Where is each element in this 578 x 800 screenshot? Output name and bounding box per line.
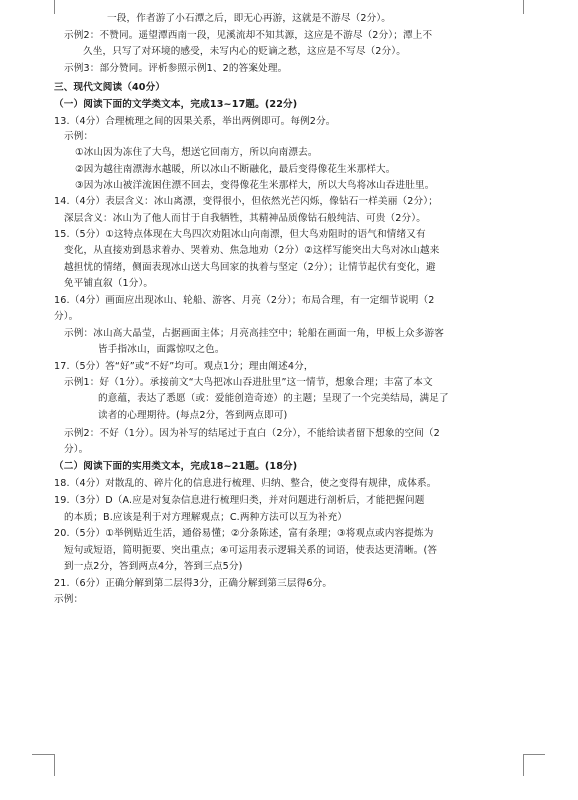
section-heading: 三、现代文阅读（40分） bbox=[54, 82, 166, 93]
text-line: 分）。 bbox=[54, 311, 79, 322]
text-line: 读者的心理期待。(每点2分，答到两点即可) bbox=[98, 410, 288, 421]
text-line: 21.（6分）正确分解到第二层得3分，正确分解到第三层得6分。 bbox=[54, 578, 333, 589]
text-line: 14.（4分）表层含义：冰山离漂，变得很小，但依然光芒闪烁，像钻石一样美丽（2分）； bbox=[54, 196, 438, 207]
text-line: ①冰山因为冻住了大鸟，想送它回南方，所以向南漂去。 bbox=[75, 147, 318, 158]
text-line: ②因为越往南漂海水越暖，所以冰山不断融化，最后变得像花生米那样大。 bbox=[75, 164, 396, 175]
text-line: 变化，从直接劝到恳求着办、哭着劝、焦急地劝（2分）②这样写能突出大鸟对冰山越来 bbox=[64, 245, 440, 256]
crop-mark-top-right-v bbox=[523, 0, 524, 14]
text-line: 深层含义：冰山为了他人而甘于自我牺牲，其精神品质像钻石般纯洁、可贵（2分）。 bbox=[64, 213, 426, 224]
text-line: 示例： bbox=[54, 594, 84, 605]
text-line: 免平铺直叙（1分）。 bbox=[64, 278, 154, 289]
text-line: 示例2：不赞同。遥望潭西南一段，见溪流却不知其源，这应是不游尽（2分）；潭上不 bbox=[64, 30, 433, 41]
crop-mark-top-left-v bbox=[54, 0, 55, 14]
text-line: 示例1：好（1分）。承接前文“大鸟把冰山吞进肚里”这一情节，想象合理；丰富了本文 bbox=[64, 377, 433, 388]
text-line: 示例：冰山高大晶莹，占据画面主体；月亮高挂空中；轮船在画面一角，甲板上众多游客 bbox=[64, 328, 445, 339]
text-line: 16.（4分）画面应出现冰山、轮船、游客、月亮（2分）；布局合理，有一定细节说明（2 bbox=[54, 295, 435, 306]
crop-mark-bottom-left-v bbox=[54, 754, 55, 776]
text-line: 短句或短语，简明扼要、突出重点；④可运用表示逻辑关系的词语，使表达更清晰。(答 bbox=[64, 545, 438, 556]
crop-mark-bottom-left-h bbox=[32, 754, 54, 755]
text-line: 17.（5分）答“好”或“不好”均可。观点1分；理由阐述4分， bbox=[54, 361, 314, 372]
text-line: 到一点2分，答到两点4分，答到三点5分) bbox=[64, 561, 243, 572]
subsection-heading: （一）阅读下面的文学类文本，完成13~17题。(22分) bbox=[54, 99, 298, 110]
text-line: 久坐，只写了对环境的感受，未写内心的贬谪之愁，这应是不写尽（2分）。 bbox=[83, 46, 406, 57]
text-line: 18.（4分）对散乱的、碎片化的信息进行梳理、归纳、整合，使之变得有规律，成体系。 bbox=[54, 478, 437, 489]
text-line: 的本质；B.应该是利于对方理解观点；C.两种方法可以互为补充） bbox=[64, 512, 348, 523]
text-line: 皆手指冰山，面露惊叹之色。 bbox=[98, 344, 225, 355]
text-line: 示例3：部分赞同。评析参照示例1、2的答案处理。 bbox=[64, 63, 288, 74]
text-line: 13.（4分）合理梳理之间的因果关系，举出两例即可。每例2分。 bbox=[54, 116, 336, 127]
text-line: 15.（5分）①这特点体现在大鸟四次劝阻冰山向南漂，但大鸟劝阻时的语气和情绪又有 bbox=[54, 229, 426, 240]
text-line: 一段，作者游了小石潭之后，即无心再游，这就是不游尽（2分）。 bbox=[107, 13, 392, 24]
text-line: 示例2：不好（1分）。因为补写的结尾过于直白（2分），不能给读者留下想象的空间（2 bbox=[64, 428, 440, 439]
text-line: ③因为冰山被洋流困住漂不回去，变得像花生米那样大，所以大鸟将冰山吞进肚里。 bbox=[75, 180, 435, 191]
crop-mark-bottom-right-h bbox=[523, 754, 545, 755]
text-line: 越担忧的情绪，侧面表现冰山送大鸟回家的执着与坚定（2分）；让情节起伏有变化，避 bbox=[64, 262, 436, 273]
text-line: 20.（5分）①举例贴近生活，通俗易懂；②分条陈述，富有条理；③将观点或内容提炼为 bbox=[54, 528, 434, 539]
text-line: 示例： bbox=[64, 131, 94, 142]
text-line: 分）。 bbox=[64, 444, 89, 455]
text-line: 的意蕴，表达了悉愿（或：爱能创造奇迹）的主题；呈现了一个完美结局，满足了 bbox=[98, 393, 449, 404]
subsection-heading: （二）阅读下面的实用类文本，完成18~21题。(18分) bbox=[54, 461, 298, 472]
text-line: 19.（3分）D（A.应是对复杂信息进行梳理归类，并对问题进行剖析后，才能把握问题 bbox=[54, 495, 425, 506]
crop-mark-bottom-right-v bbox=[523, 754, 524, 776]
